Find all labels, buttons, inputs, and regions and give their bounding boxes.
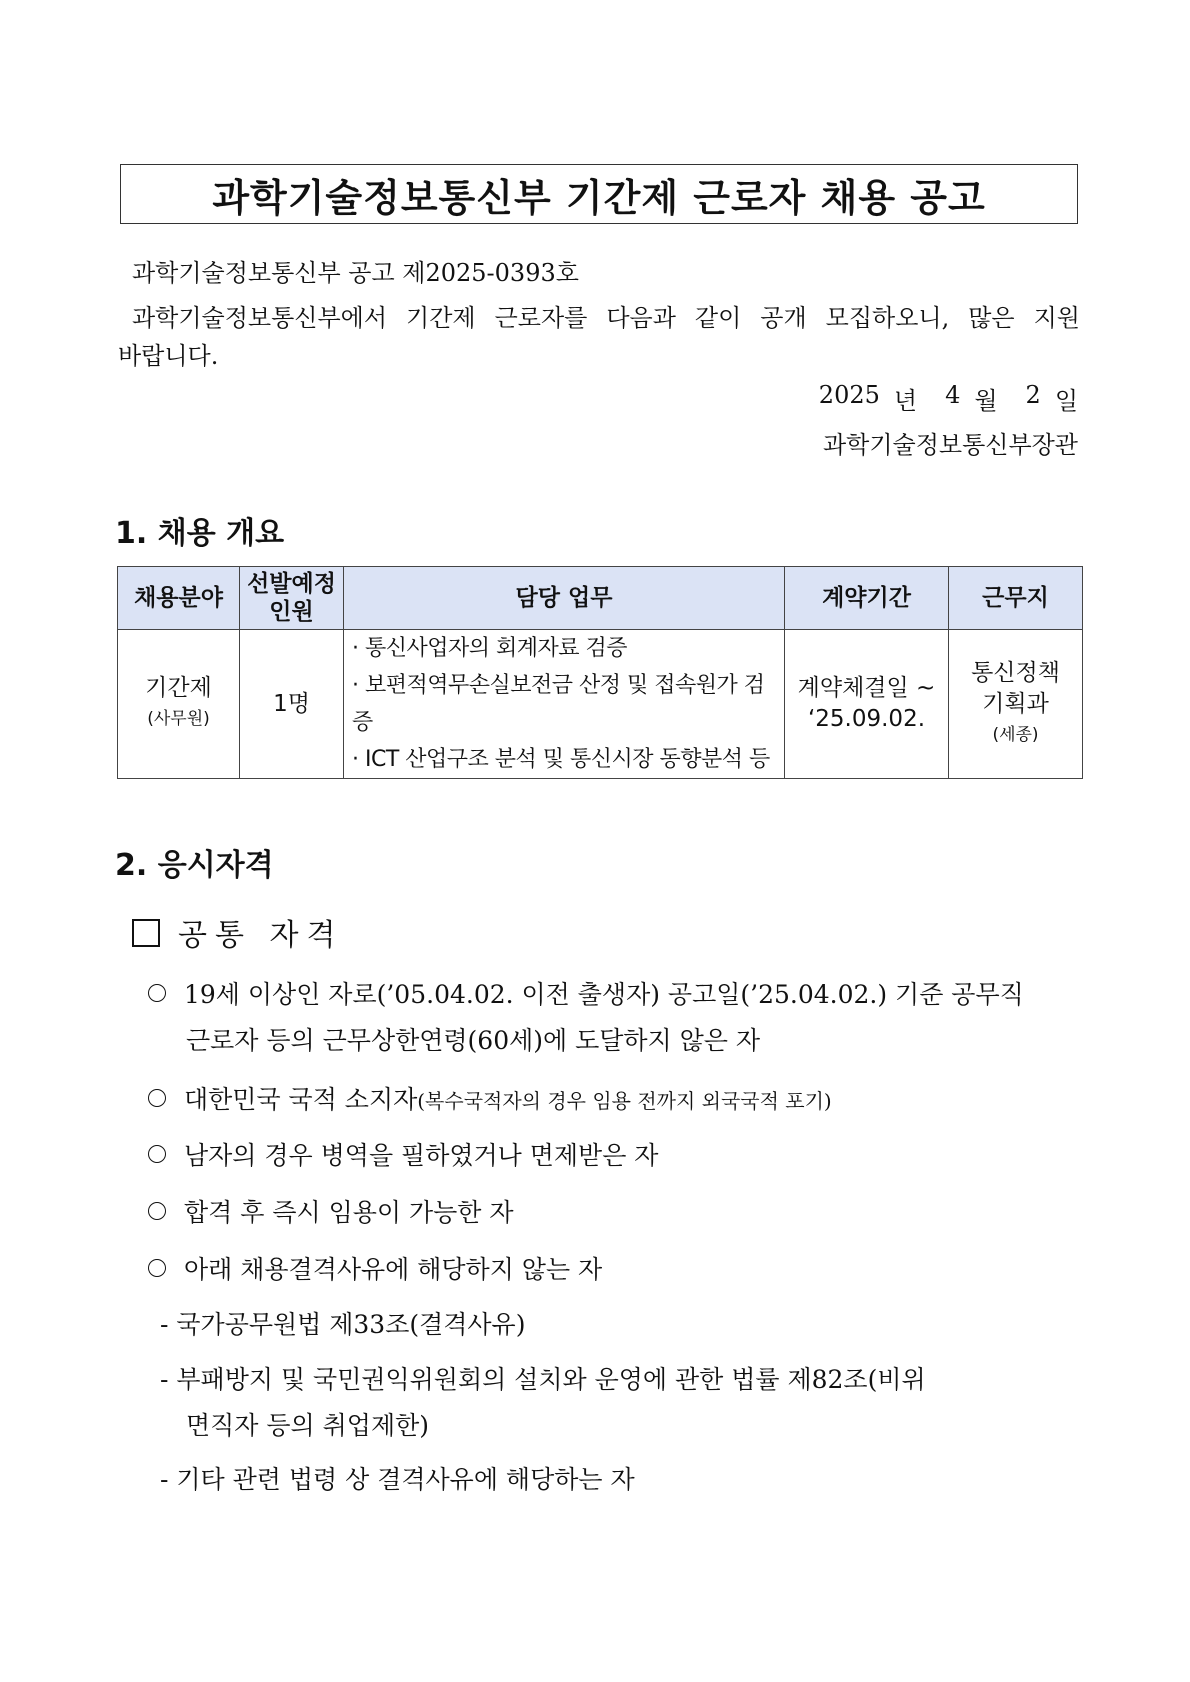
title-box	[120, 164, 1078, 224]
notice-date	[819, 381, 1078, 416]
intro-word: 공개	[760, 304, 807, 332]
qualification-item	[148, 1136, 658, 1172]
period-start: 계약체결일 ~	[797, 675, 936, 701]
header-field: 채용분야	[118, 567, 240, 630]
cell-period	[785, 630, 949, 779]
item-text: 합격 후 즉시 임용이 가능한 자	[184, 1198, 514, 1227]
disqualification-item: - 부패방지 및 국민권익위원회의 설치와 운영에 관한 법률 제82조(비위	[160, 1365, 926, 1394]
cell-duties	[344, 630, 785, 779]
table-header-row	[118, 567, 1083, 630]
intro-word: 지원	[1033, 304, 1080, 332]
intro-word: 많은	[968, 304, 1015, 332]
location-line1: 통신정책	[971, 659, 1060, 686]
circle-bullet-icon	[148, 1089, 166, 1107]
cell-count: 1명	[240, 630, 344, 779]
intro-word: 모집하오니,	[825, 304, 950, 332]
document-title: 과학기술정보통신부 기간제 근로자 채용 공고	[212, 175, 986, 220]
cell-field	[118, 630, 240, 779]
field-sub: (사무원)	[147, 709, 210, 729]
duty-item: · 통신사업자의 회계자료 검증	[352, 636, 627, 661]
date-day-unit: 일	[1054, 387, 1078, 415]
item-text: 19세 이상인 자로(’05.04.02. 이전 출생자) 공고일(’25.04.02.) 기준 공무직	[184, 980, 1024, 1009]
item-text: 아래 채용결격사유에 해당하지 않는 자	[184, 1255, 603, 1284]
qualification-item	[148, 975, 1024, 1011]
intro-line	[132, 298, 1080, 333]
circle-bullet-icon	[148, 1145, 166, 1163]
issuer: 과학기술정보통신부장관	[822, 431, 1078, 459]
item-note: (복수국적자의 경우 임용 전까지 외국국적 포기)	[417, 1089, 832, 1113]
date-day: 2	[1025, 381, 1041, 409]
header-period: 계약기간	[785, 567, 949, 630]
disqualification-item: - 기타 관련 법령 상 결격사유에 해당하는 자	[160, 1465, 635, 1494]
header-duties: 담당 업무	[344, 567, 785, 630]
field-name: 기간제	[145, 675, 212, 701]
circle-bullet-icon	[148, 1259, 166, 1277]
header-location: 근무지	[949, 567, 1083, 630]
intro-tail: 바랍니다.	[118, 342, 219, 370]
duty-item: · 보편적역무손실보전금 산정 및 접속원가 검증	[352, 673, 765, 735]
location-line2: 기획과	[982, 690, 1049, 717]
item-text: 대한민국 국적 소지자	[184, 1085, 418, 1114]
table-row	[118, 630, 1083, 779]
intro-word: 다음과	[606, 304, 676, 332]
disqualification-continuation: 면직자 등의 취업제한)	[186, 1411, 429, 1440]
period-end: ‘25.09.02.	[807, 706, 926, 732]
section-heading-overview: 1. 채용 개요	[115, 516, 285, 551]
checkbox-icon	[132, 919, 160, 947]
intro-word: 과학기술정보통신부에서	[132, 304, 388, 332]
date-year: 2025	[818, 381, 880, 409]
section-heading-qualifications: 2. 응시자격	[115, 848, 274, 883]
common-qualification-heading	[132, 910, 343, 954]
item-continuation: 근로자 등의 근무상한연령(60세)에 도달하지 않은 자	[186, 1026, 761, 1055]
duty-item: · ICT 산업구조 분석 및 통신시장 동향분석 등	[352, 747, 770, 772]
item-text: 남자의 경우 병역을 필하였거나 면제받은 자	[184, 1141, 659, 1170]
circle-bullet-icon	[148, 984, 166, 1002]
intro-word: 기간제	[406, 304, 476, 332]
location-sub: (세종)	[992, 724, 1039, 745]
date-month: 4	[945, 381, 961, 409]
intro-word: 같이	[694, 304, 742, 332]
qualification-item	[148, 1250, 602, 1286]
cell-location	[949, 630, 1083, 779]
date-month-unit: 월	[974, 387, 998, 415]
notice-number: 과학기술정보통신부 공고 제2025-0393호	[132, 259, 579, 287]
intro-word: 근로자를	[494, 304, 588, 332]
common-heading-text: 공통 자격	[178, 918, 344, 953]
header-count: 선발예정 인원	[240, 567, 344, 630]
recruitment-table	[117, 566, 1083, 779]
circle-bullet-icon	[148, 1202, 166, 1220]
disqualification-item: - 국가공무원법 제33조(결격사유)	[160, 1310, 526, 1339]
qualification-item	[148, 1193, 514, 1229]
qualification-item	[148, 1080, 832, 1116]
date-year-unit: 년	[893, 387, 918, 415]
